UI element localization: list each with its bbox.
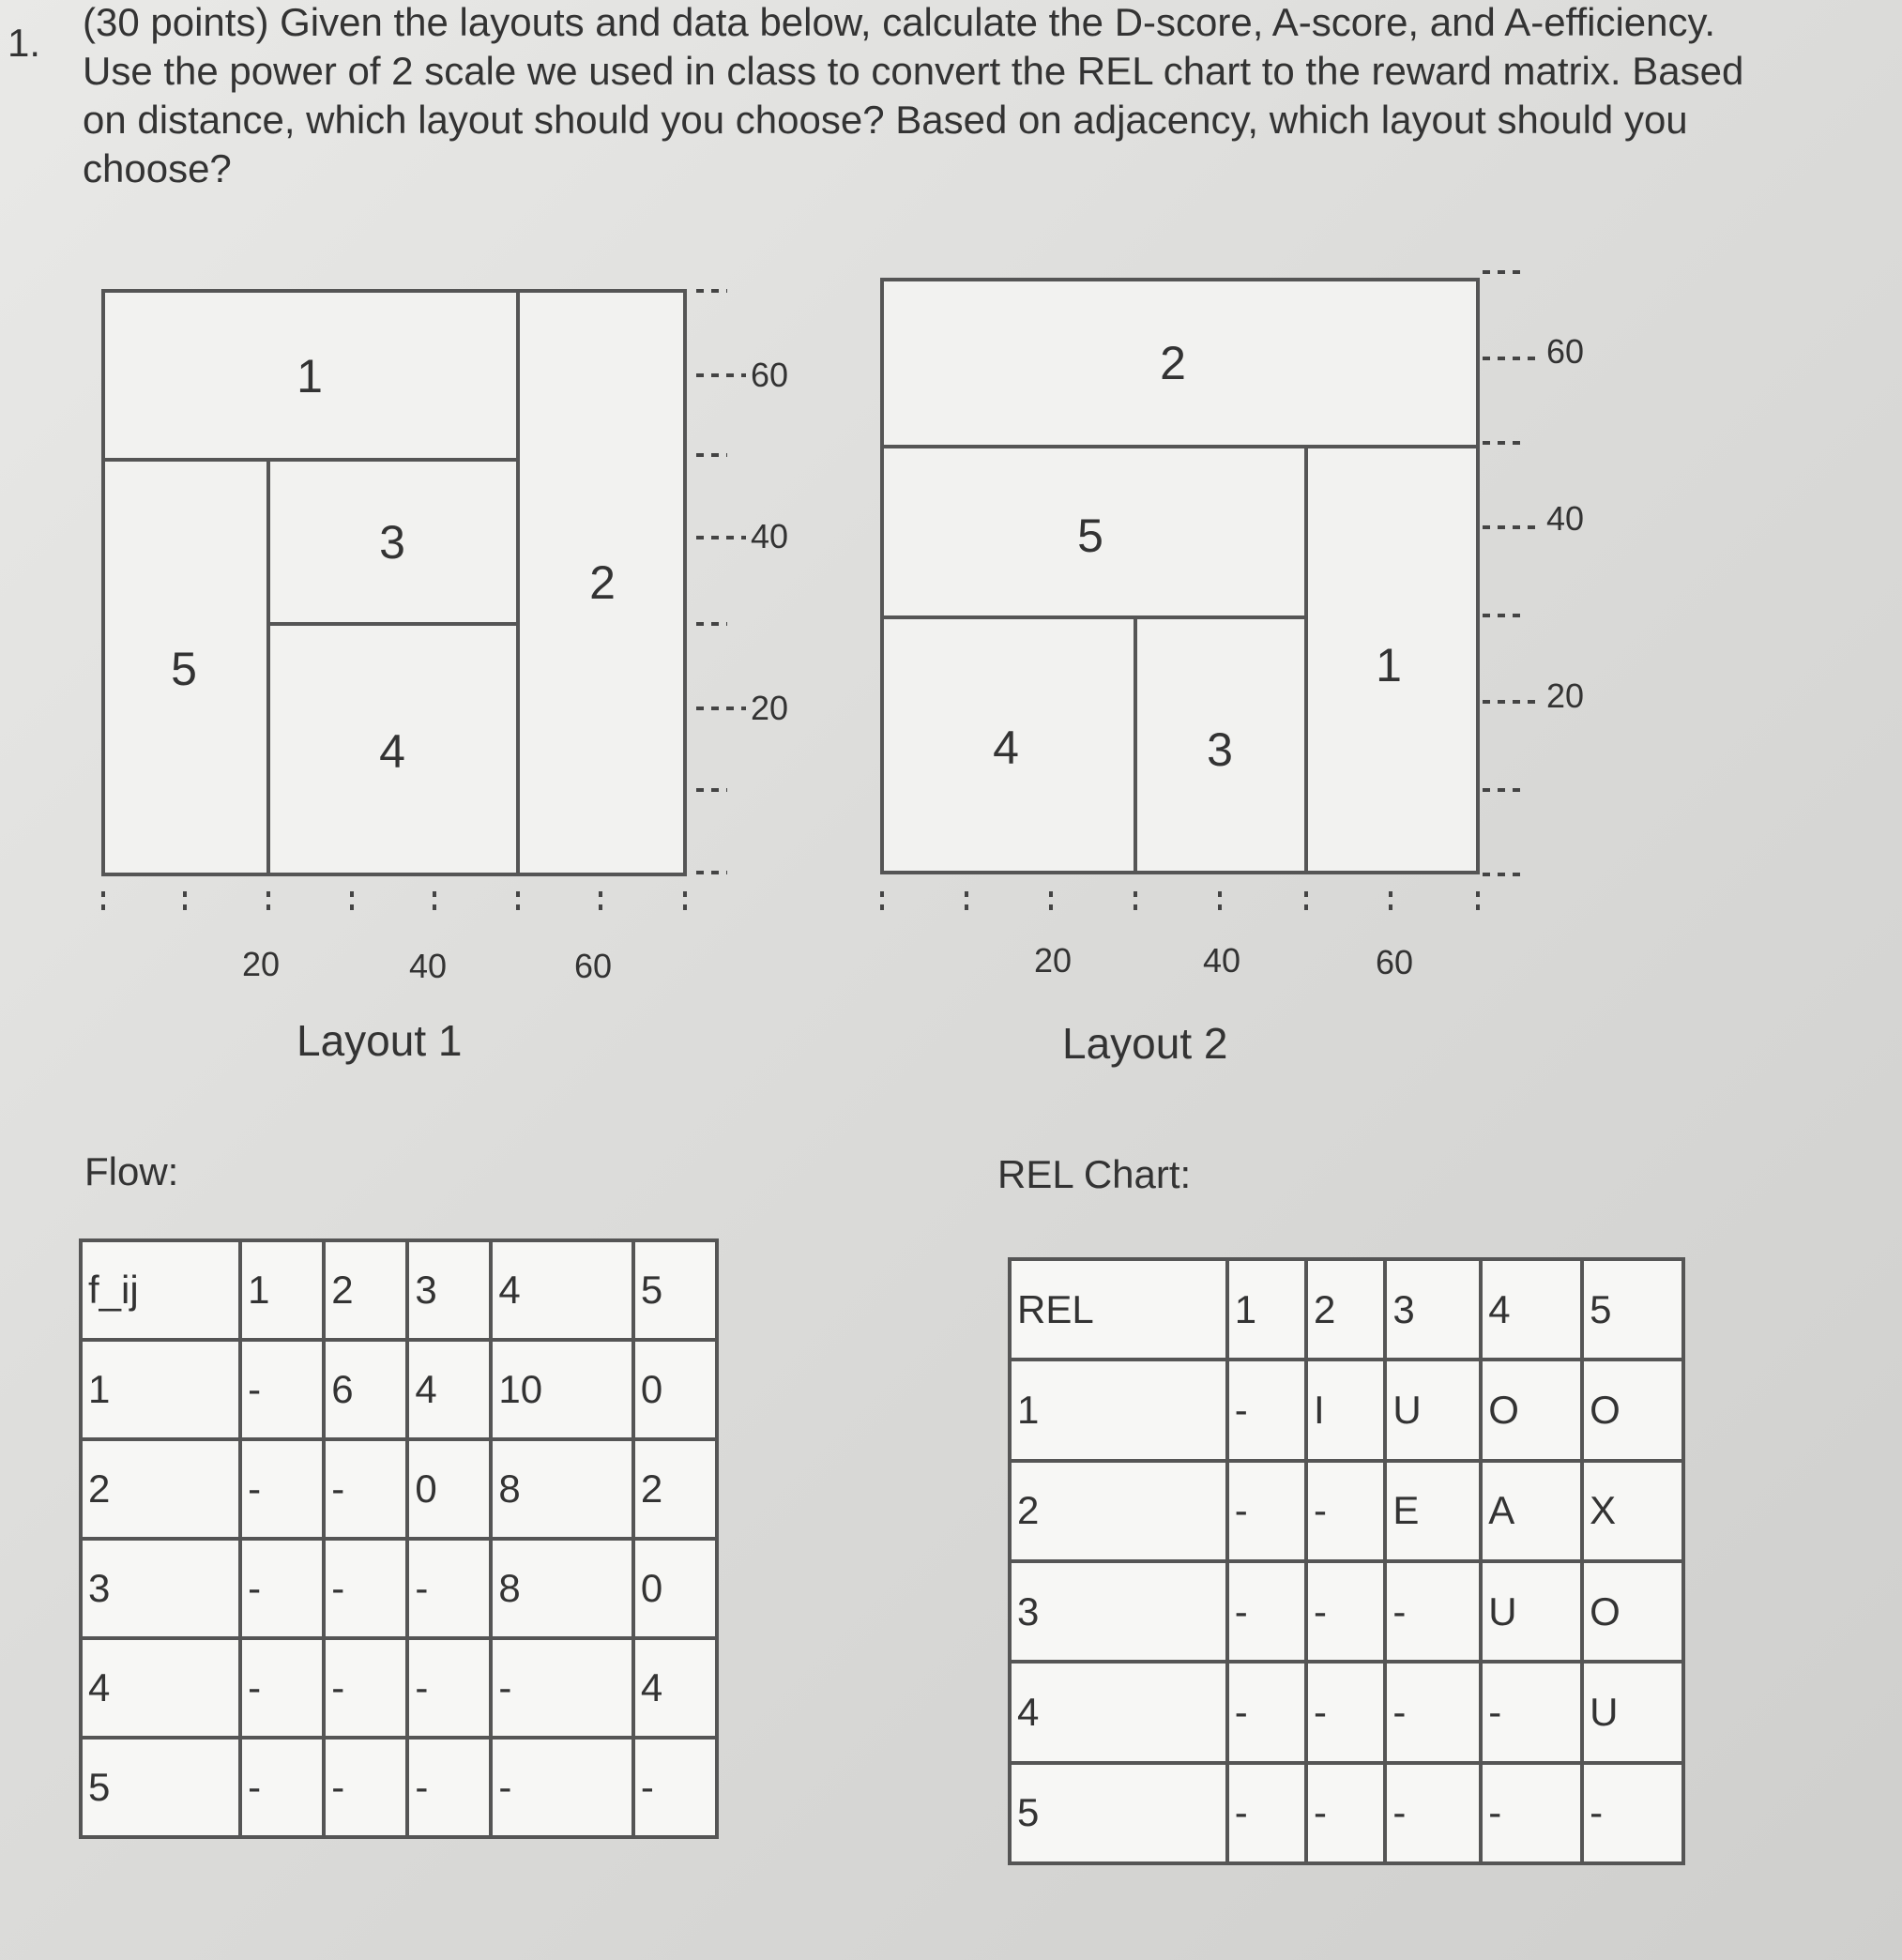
table-cell: U [1385,1360,1481,1460]
layout2-y-tick: 20 [1546,676,1585,715]
table-cell: 4 [81,1638,240,1738]
table-cell: 3 [81,1539,240,1638]
table-row [1010,1561,1683,1662]
table-row [1010,1461,1683,1561]
table-cell: - [1481,1763,1582,1863]
layout2-x-tick: 20 [1034,941,1073,980]
table-header-cell: 2 [1306,1259,1385,1360]
table-header-cell: 5 [1582,1259,1683,1360]
question-line: (30 points) Given the layouts and data below, calculate the D-score, A-score, and A-efficiency. [83,0,1716,44]
layout2-room-3-label: 3 [1207,723,1233,776]
layout2-y-tick: 40 [1546,499,1585,538]
layout2-caption: Layout 2 [1062,1019,1228,1068]
table-header-cell: 2 [324,1240,407,1340]
table-cell: - [1227,1763,1306,1863]
table-cell: - [1306,1561,1385,1662]
flow-label: Flow: [84,1149,179,1193]
question-number: 1. [8,21,41,65]
table-cell: 8 [491,1539,632,1638]
table-cell: - [1306,1662,1385,1762]
table-cell: - [1227,1461,1306,1561]
rel-chart-label: REL Chart: [997,1152,1192,1196]
table-cell: 5 [1010,1763,1227,1863]
table-cell: - [240,1539,324,1638]
table-cell: - [1306,1461,1385,1561]
table-row [81,1439,717,1539]
table-header-cell: 3 [1385,1259,1481,1360]
table-row [81,1638,717,1738]
table-header-row [1010,1259,1683,1360]
table-cell: - [407,1539,491,1638]
layout2-room-5-label: 5 [1077,509,1103,562]
table-cell: - [407,1638,491,1738]
table-cell: O [1582,1561,1683,1662]
table-cell: 4 [1010,1662,1227,1762]
table-cell: 5 [81,1738,240,1837]
table-cell: - [1385,1662,1481,1762]
table-header-cell: REL [1010,1259,1227,1360]
table-cell: - [324,1539,407,1638]
layout1-room-4-label: 4 [379,725,405,778]
table-cell: - [324,1439,407,1539]
layout1-room-3-label: 3 [379,516,405,569]
table-cell: - [240,1638,324,1738]
layout1-room-2-label: 2 [589,556,616,609]
table-cell: 2 [1010,1461,1227,1561]
table-row [81,1340,717,1439]
table-cell: - [1227,1561,1306,1662]
table-cell: - [1481,1662,1582,1762]
layout1-y-tick: 60 [751,356,789,394]
layout2-x-tick: 60 [1376,943,1414,981]
table-cell: - [1385,1763,1481,1863]
question-line: Use the power of 2 scale we used in class to convert the REL chart to the reward matrix. Based [83,49,1744,93]
table-row [1010,1763,1683,1863]
table-cell: - [1227,1360,1306,1460]
table-cell: 1 [1010,1360,1227,1460]
layout2-room-2-label: 2 [1160,337,1186,389]
layout1-caption: Layout 1 [297,1016,463,1065]
table-cell: A [1481,1461,1582,1561]
table-cell: - [407,1738,491,1837]
layout-1 [103,291,788,985]
table-row [1010,1360,1683,1460]
table-header-cell: 1 [1227,1259,1306,1360]
layout1-x-tick: 20 [242,945,281,983]
table-cell: - [240,1738,324,1837]
flow-table [79,1238,719,1839]
table-row [1010,1662,1683,1762]
table-cell: 2 [81,1439,240,1539]
table-cell: U [1582,1662,1683,1762]
table-cell: O [1481,1360,1582,1460]
table-header-cell: 3 [407,1240,491,1340]
table-cell: - [1582,1763,1683,1863]
table-header-cell: 4 [1481,1259,1582,1360]
table-cell: 2 [633,1439,717,1539]
layout2-room-1-label: 1 [1376,639,1402,691]
table-header-cell: 5 [633,1240,717,1340]
table-row [81,1539,717,1638]
table-cell: 0 [407,1439,491,1539]
layout1-y-tick: 40 [751,517,789,555]
table-cell: 0 [633,1340,717,1439]
table-cell: - [633,1738,717,1837]
layout1-x-tick: 40 [409,947,448,985]
table-cell: 4 [633,1638,717,1738]
layout2-x-tick: 40 [1203,941,1241,980]
layout1-room-5-label: 5 [171,643,197,695]
table-cell: 0 [633,1539,717,1638]
table-cell: - [1227,1662,1306,1762]
table-header-row [81,1240,717,1340]
table-cell: - [324,1638,407,1738]
table-cell: - [491,1638,632,1738]
table-header-cell: 1 [240,1240,324,1340]
table-cell: 8 [491,1439,632,1539]
table-cell: 10 [491,1340,632,1439]
table-header-cell: f_ij [81,1240,240,1340]
layout1-y-tick: 20 [751,689,789,727]
table-cell: - [1306,1763,1385,1863]
layout1-x-tick: 60 [574,947,613,985]
layout2-y-tick: 60 [1546,332,1585,371]
table-cell: U [1481,1561,1582,1662]
question-line: on distance, which layout should you choose? Based on adjacency, which layout should you [83,98,1688,142]
layout2-room-4-label: 4 [993,722,1019,774]
table-cell: 3 [1010,1561,1227,1662]
rel-chart-table [1008,1257,1685,1865]
table-row [81,1738,717,1837]
table-cell: - [1385,1561,1481,1662]
table-cell: - [491,1738,632,1837]
table-cell: - [324,1738,407,1837]
table-header-cell: 4 [491,1240,632,1340]
table-cell: 6 [324,1340,407,1439]
table-cell: E [1385,1461,1481,1561]
table-cell: O [1582,1360,1683,1460]
table-cell: 4 [407,1340,491,1439]
table-cell: 1 [81,1340,240,1439]
question-line: choose? [83,146,232,190]
table-cell: - [240,1340,324,1439]
table-cell: X [1582,1461,1683,1561]
table-cell: - [240,1439,324,1539]
layout1-room-1-label: 1 [297,350,323,403]
table-cell: I [1306,1360,1385,1460]
layout-2 [882,272,1584,981]
